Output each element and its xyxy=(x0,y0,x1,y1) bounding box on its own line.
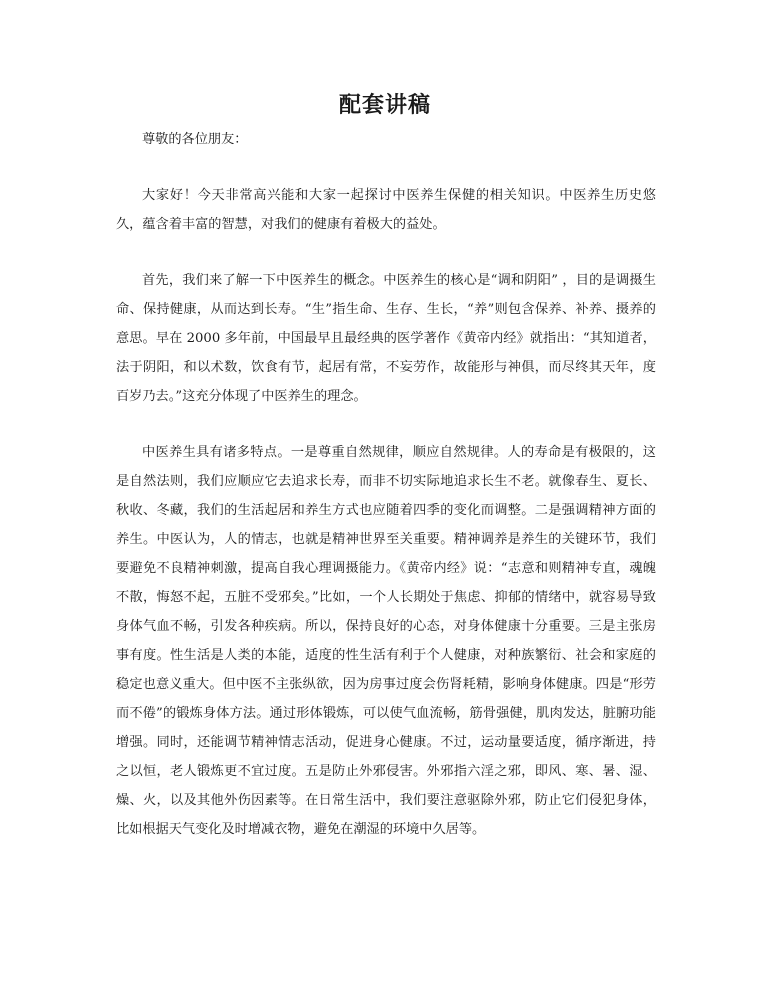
document-body xyxy=(116,126,656,844)
paragraph-intro: 大家好！今天非常高兴能和大家一起探讨中医养生保健的相关知识。中医养生历史悠久，蕴含着丰富的智慧，对我们的健康有着极大的益处。 xyxy=(116,188,656,232)
paragraph-concept: 首先，我们来了解一下中医养生的概念。中医养生的核心是“调和阴阳” ，目的是调摄生命、保持健康，从而达到长寿。“生”指生命、生存、生长，“养”则包含保养、补养、摄养的意思。早在 2000 多年前，中国最早且最经典的医学著作《黄帝内经》就指出：“其知道者，法于阴阳，和以术数，饮食有节，起居有常，不妄劳作，故能形与神俱，而尽终其天年，度百岁乃去。”这充分体现了中医养生的理念。 xyxy=(116,273,656,404)
paragraph-features: 中医养生具有诸多特点。一是尊重自然规律，顺应自然规律。人的寿命是有极限的，这是自然法则，我们应顺应它去追求长寿，而非不切实际地追求长生不老。就像春生、夏长、秋收、冬藏，我们的生活起居和养生方式也应随着四季的变化而调整。二是强调精神方面的养生。中医认为，人的情志，也就是精神世界至关重要。精神调养是养生的关键环节，我们要避免不良精神刺激，提高自我心理调摄能力。《黄帝内经》说：“志意和则精神专直，魂魄不散，悔怒不起，五脏不受邪矣。”比如，一个人长期处于焦虑、抑郁的情绪中，就容易导致身体气血不畅，引发各种疾病。所以，保持良好的心态，对身体健康十分重要。三是主张房事有度。性生活是人类的本能，适度的性生活有利于个人健康，对种族繁衍、社会和家庭的稳定也意义重大。但中医不主张纵欲，因为房事过度会伤肾耗精，影响身体健康。四是“形劳而不倦”的锻炼身体方法。通过形体锻炼，可以使气血流畅，筋骨强健，肌肉发达，脏腑功能增强。同时，还能调节精神情志活动，促进身心健康。不过，运动量要适度，循序渐进，持之以恒，老人锻炼更不宜过度。五是防止外邪侵害。外邪指六淫之邪，即风、寒、暑、湿、燥、火，以及其他外伤因素等。在日常生活中，我们要注意驱除外邪，防止它们侵犯身体，比如根据天气变化及时增减衣物，避免在潮湿的环境中久居等。 xyxy=(116,445,656,837)
document-title: 配套讲稿 xyxy=(338,92,431,118)
greeting-line: 尊敬的各位朋友： xyxy=(142,132,248,147)
